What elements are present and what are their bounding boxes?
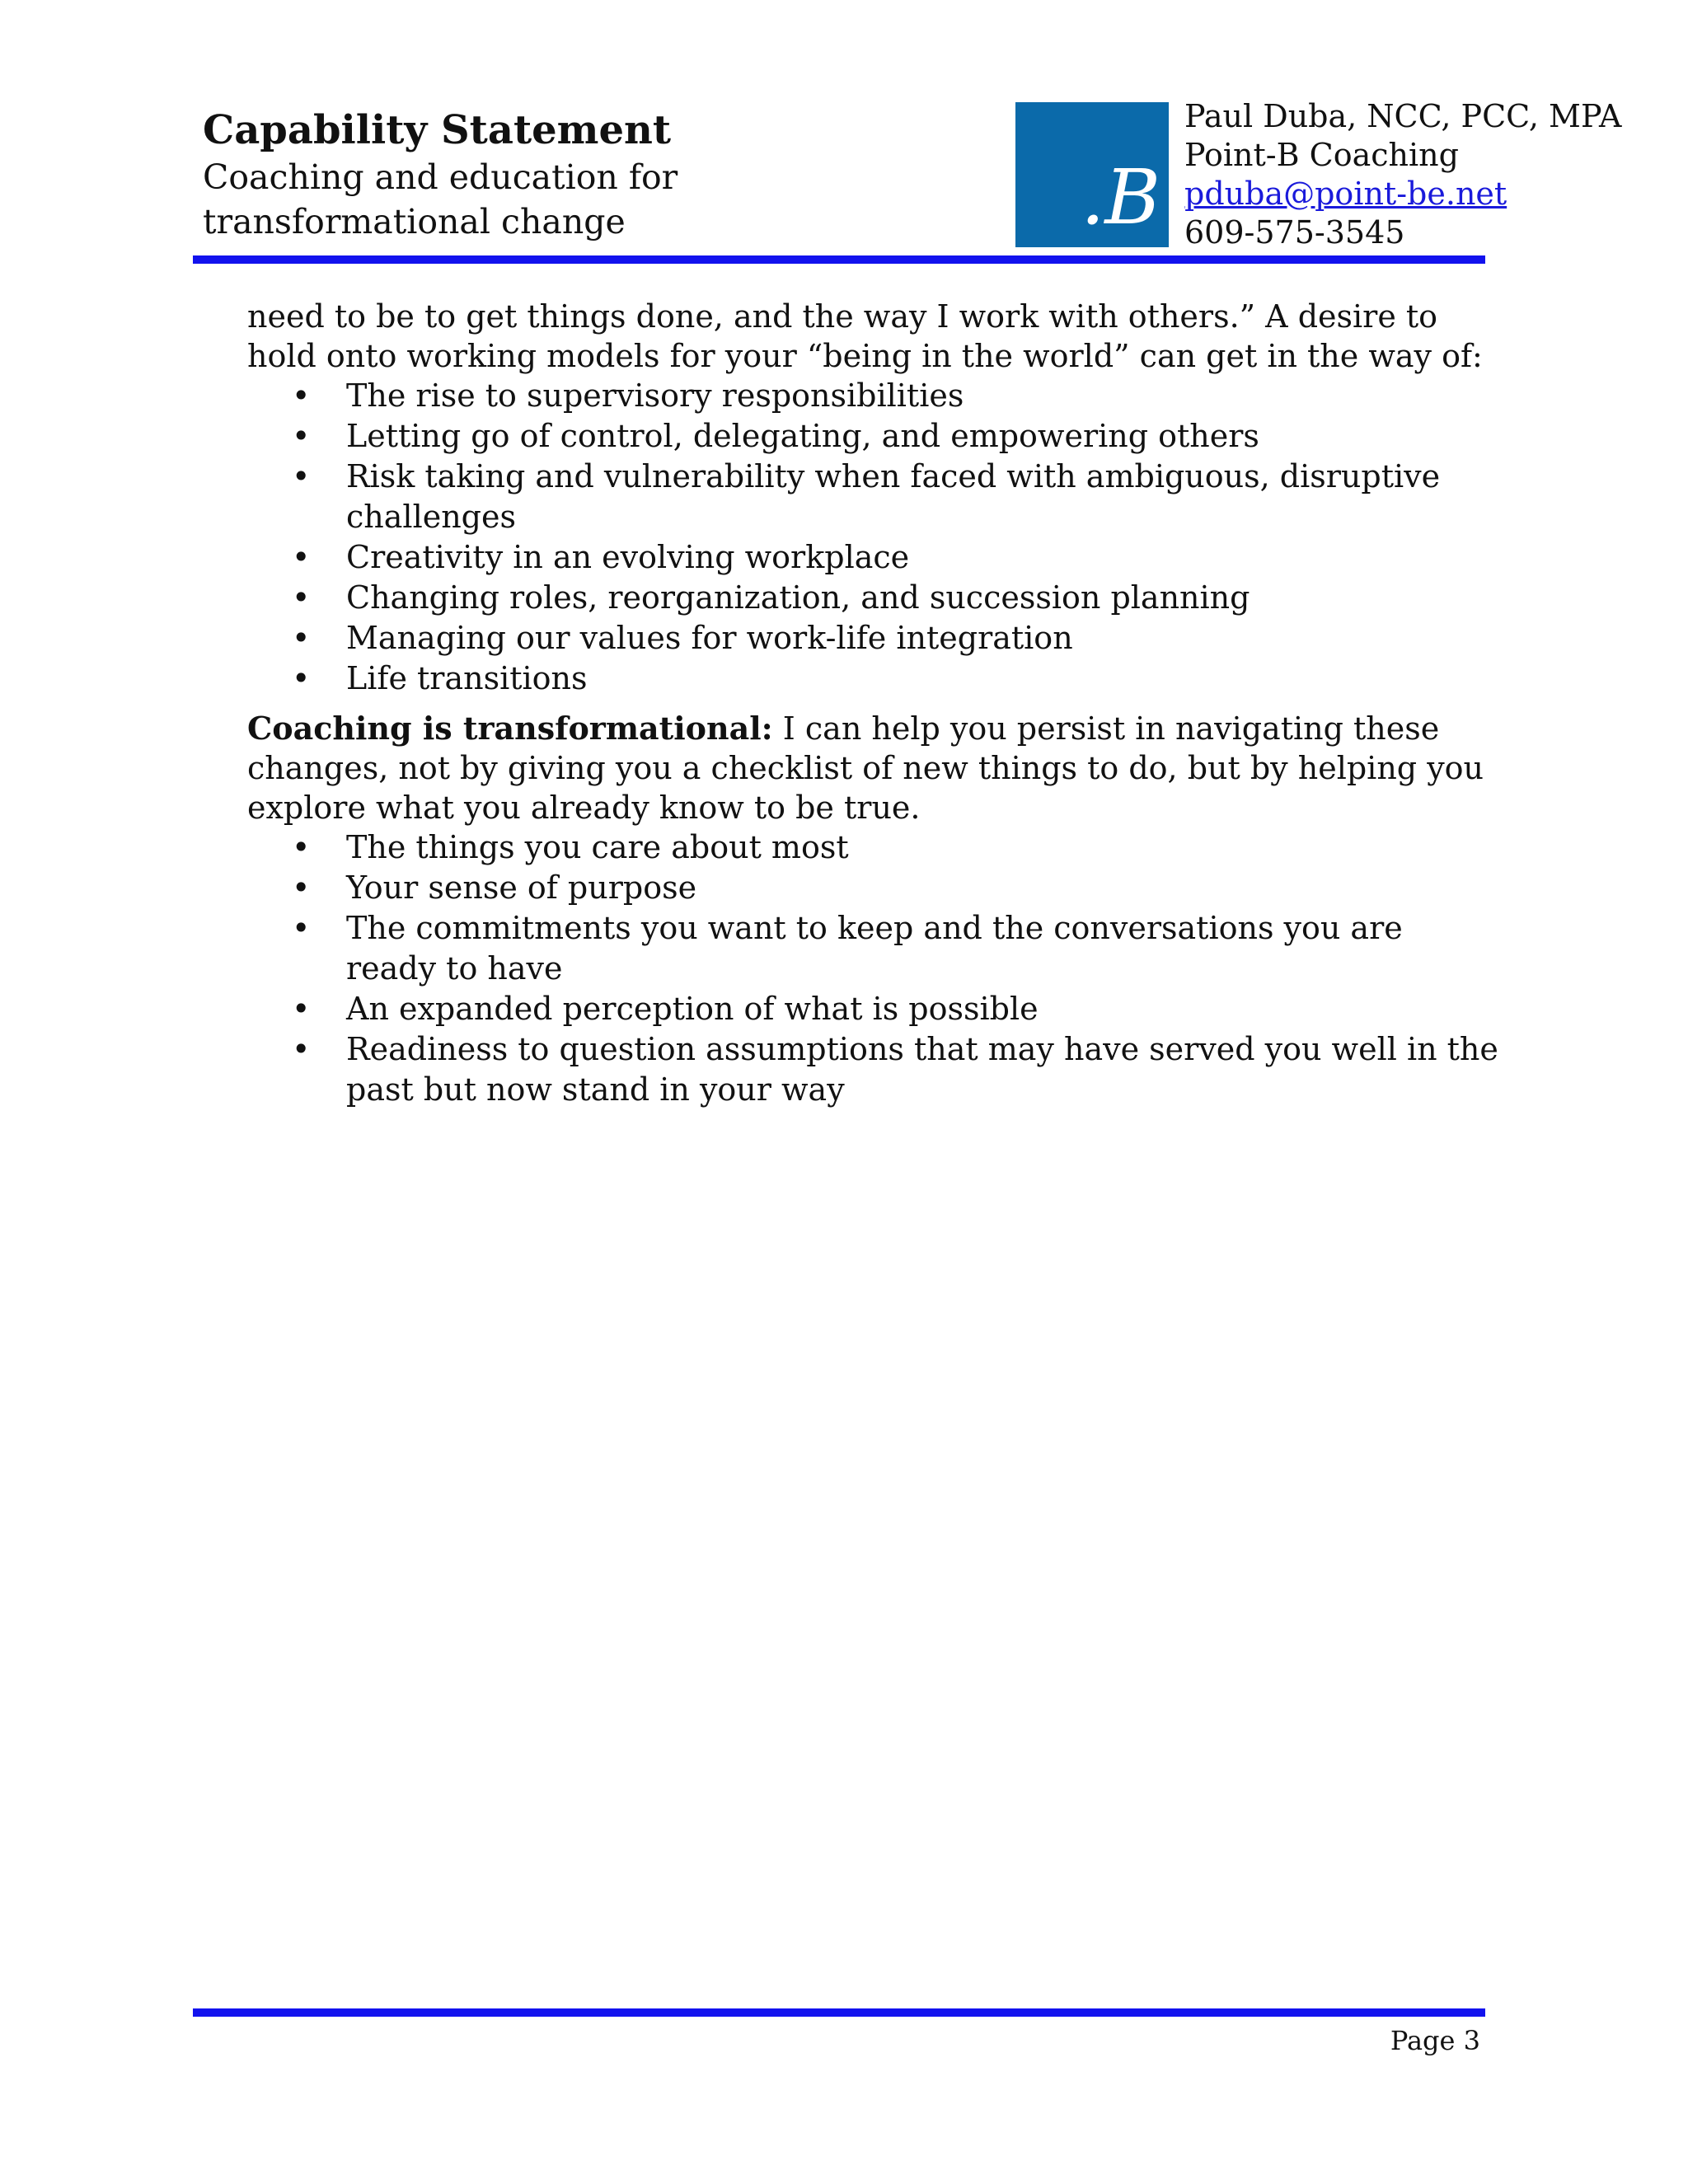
footer-divider bbox=[193, 2008, 1485, 2017]
header-title-block bbox=[203, 105, 945, 244]
contact-email-link[interactable]: pduba@point-be.net bbox=[1184, 176, 1507, 212]
coaching-paragraph bbox=[247, 709, 1500, 827]
list-item: • Managing our values for work-life integration bbox=[247, 618, 1500, 658]
list-item: • Life transitions bbox=[247, 658, 1500, 699]
logo-text: .B bbox=[1081, 153, 1160, 241]
list-item: • Risk taking and vulnerability when faced with ambiguous, disruptive challenges bbox=[247, 457, 1500, 537]
list-item: • Your sense of purpose bbox=[247, 868, 1500, 908]
document-title: Capability Statement bbox=[203, 107, 672, 153]
page-content bbox=[247, 297, 1500, 1110]
document-subtitle: Coaching and education for transformational change bbox=[203, 157, 678, 241]
contact-block bbox=[1184, 97, 1621, 252]
contact-company: Point-B Coaching bbox=[1184, 137, 1459, 173]
point-b-logo bbox=[1015, 102, 1169, 247]
list-item: • Changing roles, reorganization, and succession planning bbox=[247, 578, 1500, 618]
list-item: • Readiness to question assumptions that may have served you well in the past but now stand in your way bbox=[247, 1029, 1500, 1110]
intro-paragraph: need to be to get things done, and the way I work with others.” A desire to hold onto working models for your “being in the world” can get in the way of: bbox=[247, 298, 1483, 374]
list-item: • The rise to supervisory responsibilities bbox=[247, 376, 1500, 416]
list-item: • The commitments you want to keep and the conversations you are ready to have bbox=[247, 908, 1500, 989]
list-item: • An expanded perception of what is possible bbox=[247, 989, 1500, 1029]
contact-phone: 609-575-3545 bbox=[1184, 214, 1405, 251]
coaching-heading: Coaching is transformational: bbox=[247, 710, 773, 747]
header-divider bbox=[193, 255, 1485, 264]
coaching-text: I can help you persist in navigating these changes, not by giving you a checklist of new things to do, but by helping you explore what you already know to be true. bbox=[247, 710, 1484, 826]
page-number: Page 3 bbox=[1390, 2025, 1480, 2056]
list-item: • The things you care about most bbox=[247, 827, 1500, 868]
explore-list bbox=[247, 827, 1500, 1110]
challenges-list bbox=[247, 376, 1500, 699]
contact-name: Paul Duba, NCC, PCC, MPA bbox=[1184, 98, 1622, 134]
contact-email-line bbox=[1184, 175, 1621, 213]
list-item: • Letting go of control, delegating, and empowering others bbox=[247, 416, 1500, 457]
list-item: • Creativity in an evolving workplace bbox=[247, 537, 1500, 578]
